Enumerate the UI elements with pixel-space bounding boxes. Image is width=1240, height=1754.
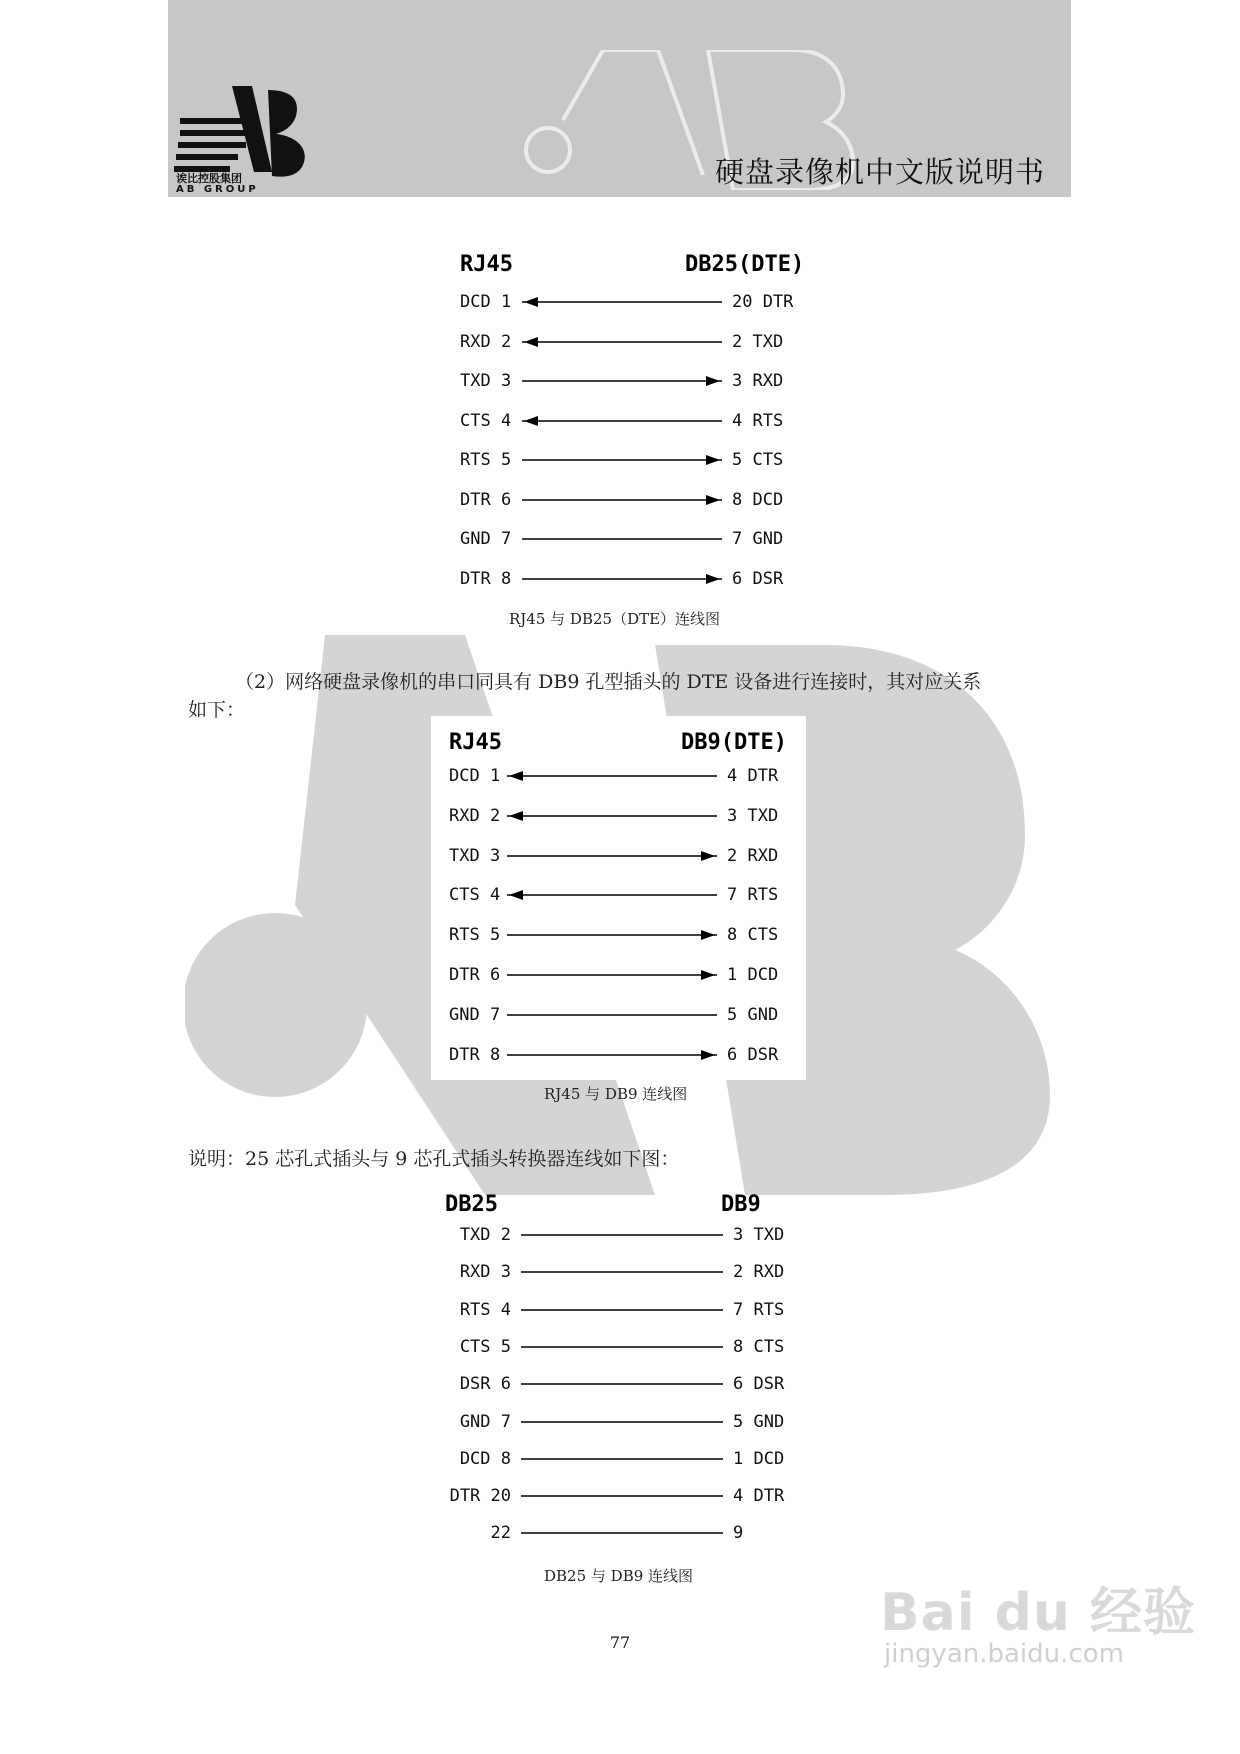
right-pin-label: 3 TXD (727, 805, 779, 826)
left-connector-title: DB25 (445, 1192, 498, 1217)
wire-connection (522, 569, 722, 589)
pin-mapping-row (445, 1486, 795, 1510)
arrow-right-icon (706, 574, 720, 584)
right-pin-label: 2 RXD (727, 845, 779, 866)
right-pin-label: 8 CTS (727, 925, 779, 946)
wire-connection (521, 1337, 723, 1357)
pin-mapping-row (460, 292, 800, 316)
wire-connection (507, 766, 717, 786)
baidu-brand: Bai du 经验 (880, 1583, 1196, 1643)
arrow-right-icon (701, 930, 715, 940)
left-pin-label: 22 (490, 1523, 511, 1544)
logo-text-cn: 诶比控股集团 (176, 172, 242, 185)
wire-connection (522, 332, 722, 352)
pin-mapping-row (445, 1412, 795, 1436)
page-number: 77 (609, 1633, 631, 1652)
right-pin-label: 2 TXD (732, 331, 784, 352)
right-pin-label: 5 GND (727, 1004, 779, 1025)
right-pin-label: 3 TXD (733, 1225, 785, 1245)
arrow-right-icon (701, 1050, 715, 1060)
rj45-db9-diagram (449, 730, 794, 1070)
wire-connection (507, 885, 717, 905)
left-pin-label: DSR 6 (459, 1374, 511, 1395)
right-pin-label: 9 (733, 1523, 744, 1544)
left-pin-label: GND 7 (459, 1411, 511, 1432)
right-pin-label: 8 DCD (732, 489, 784, 510)
wire-connection (522, 529, 722, 549)
right-pin-label: 7 GND (732, 529, 784, 549)
right-pin-label: 6 DSR (733, 1374, 785, 1395)
pin-mapping-row (445, 1337, 795, 1361)
arrow-right-icon (706, 376, 720, 386)
left-pin-label: DTR 8 (449, 1044, 501, 1065)
wire-connection (521, 1486, 723, 1506)
right-pin-label: 5 CTS (732, 450, 784, 470)
arrow-right-icon (706, 495, 720, 505)
pin-mapping-row (449, 1005, 794, 1029)
pin-mapping-row (460, 450, 800, 474)
right-pin-label: 20 DTR (732, 292, 794, 312)
right-pin-label: 4 DTR (733, 1486, 785, 1507)
wire-connection (522, 371, 722, 391)
left-pin-label: TXD 3 (449, 845, 501, 866)
ab-group-logo (172, 78, 322, 197)
pin-mapping-row (445, 1300, 795, 1324)
arrow-right-icon (701, 851, 715, 861)
baidu-url: jingyan.baidu.com (884, 1639, 1124, 1669)
left-pin-label: DTR 8 (460, 568, 512, 589)
right-connector-title: DB9 (721, 1192, 761, 1217)
left-pin-label: RXD 2 (449, 805, 501, 826)
arrow-right-icon (701, 970, 715, 980)
right-pin-label: 7 RTS (733, 1299, 785, 1320)
wire-connection (522, 292, 722, 312)
pin-mapping-row (445, 1262, 795, 1286)
pin-mapping-row (449, 806, 794, 830)
wire-connection (507, 925, 717, 945)
arrow-left-icon (524, 416, 538, 426)
diagram-caption: RJ45 与 DB9 连线图 (544, 1085, 688, 1103)
wire-connection (521, 1300, 723, 1320)
wire-connection (521, 1449, 723, 1469)
note-paragraph: 说明：25 芯孔式插头与 9 芯孔式插头转换器连线如下图： (188, 1148, 680, 1170)
paragraph-line: （2）网络硬盘录像机的串口同具有 DB9 孔型插头的 DTE 设备进行连接时，其对应关系 (235, 671, 982, 693)
body-paragraph (235, 667, 1095, 697)
left-pin-label: GND 7 (449, 1004, 501, 1025)
right-pin-label: 4 RTS (732, 410, 784, 431)
left-pin-label: RTS 5 (449, 925, 501, 946)
left-pin-label: CTS 4 (449, 885, 501, 906)
left-pin-label: RTS 5 (460, 450, 512, 470)
right-connector-title: DB25(DTE) (685, 252, 805, 277)
left-pin-label: DCD 1 (460, 292, 512, 312)
wire-connection (521, 1523, 723, 1543)
diagram-caption: DB25 与 DB9 连线图 (544, 1567, 694, 1585)
pin-mapping-row (449, 885, 794, 909)
rj45-db25-diagram (460, 252, 805, 592)
wire-connection (507, 846, 717, 866)
page-header (168, 0, 1071, 197)
right-pin-label: 5 GND (733, 1411, 785, 1432)
right-pin-label: 1 DCD (733, 1448, 785, 1469)
right-pin-label: 7 RTS (727, 885, 779, 906)
pin-mapping-row (460, 490, 800, 514)
wire-connection (507, 1045, 717, 1065)
wire-connection (521, 1225, 723, 1245)
left-pin-label: DTR 6 (449, 965, 501, 985)
pin-mapping-row (445, 1374, 795, 1398)
pin-mapping-row (460, 332, 800, 356)
wire-connection (521, 1262, 723, 1282)
pin-mapping-row (445, 1449, 795, 1473)
arrow-left-icon (509, 890, 523, 900)
pin-mapping-row (449, 925, 794, 949)
document-title: 硬盘录像机中文版说明书 (714, 155, 1045, 189)
left-pin-label: DTR 20 (449, 1486, 511, 1507)
pin-mapping-row (449, 965, 794, 989)
left-pin-label: CTS 5 (459, 1336, 511, 1357)
pin-mapping-row (445, 1523, 795, 1547)
pin-mapping-row (460, 529, 800, 553)
pin-mapping-row (449, 1045, 794, 1069)
right-pin-label: 6 DSR (732, 568, 784, 589)
left-pin-label: TXD 2 (459, 1225, 511, 1245)
wire-connection (521, 1374, 723, 1394)
wire-connection (522, 490, 722, 510)
left-pin-label: RXD 3 (459, 1262, 511, 1283)
wire-connection (507, 806, 717, 826)
pin-mapping-row (460, 411, 800, 435)
db25-db9-diagram (445, 1192, 795, 1552)
left-pin-label: RTS 4 (459, 1299, 511, 1320)
right-pin-label: 8 CTS (733, 1336, 785, 1357)
pin-mapping-row (445, 1225, 795, 1249)
pin-mapping-row (449, 846, 794, 870)
arrow-left-icon (509, 771, 523, 781)
diagram-caption: RJ45 与 DB25（DTE）连线图 (509, 610, 721, 628)
right-pin-label: 4 DTR (727, 766, 779, 786)
pin-mapping-row (460, 371, 800, 395)
baidu-jingyan-watermark (880, 1570, 1196, 1669)
wire-connection (521, 1412, 723, 1432)
left-pin-label: DCD 1 (449, 766, 501, 786)
arrow-left-icon (509, 811, 523, 821)
arrow-left-icon (524, 297, 538, 307)
wire-connection (522, 450, 722, 470)
pin-mapping-row (449, 766, 794, 790)
left-pin-label: TXD 3 (460, 371, 512, 391)
wire-connection (522, 411, 722, 431)
left-connector-title: RJ45 (460, 252, 513, 277)
left-pin-label: DCD 8 (459, 1448, 511, 1469)
left-pin-label: CTS 4 (460, 410, 512, 431)
left-connector-title: RJ45 (449, 730, 502, 755)
arrow-right-icon (706, 455, 720, 465)
right-connector-title: DB9(DTE) (681, 730, 787, 755)
wire-connection (507, 1005, 717, 1025)
left-pin-label: RXD 2 (460, 331, 512, 352)
left-pin-label: DTR 6 (460, 489, 512, 510)
body-paragraph-continued: 如下： (188, 699, 246, 721)
right-pin-label: 1 DCD (727, 965, 779, 985)
right-pin-label: 2 RXD (733, 1262, 785, 1283)
right-pin-label: 6 DSR (727, 1044, 779, 1065)
left-pin-label: GND 7 (460, 529, 512, 549)
arrow-left-icon (524, 337, 538, 347)
right-pin-label: 3 RXD (732, 371, 784, 391)
logo-text-en: AB GROUP (176, 184, 259, 193)
pin-mapping-row (460, 569, 800, 593)
wire-connection (507, 965, 717, 985)
